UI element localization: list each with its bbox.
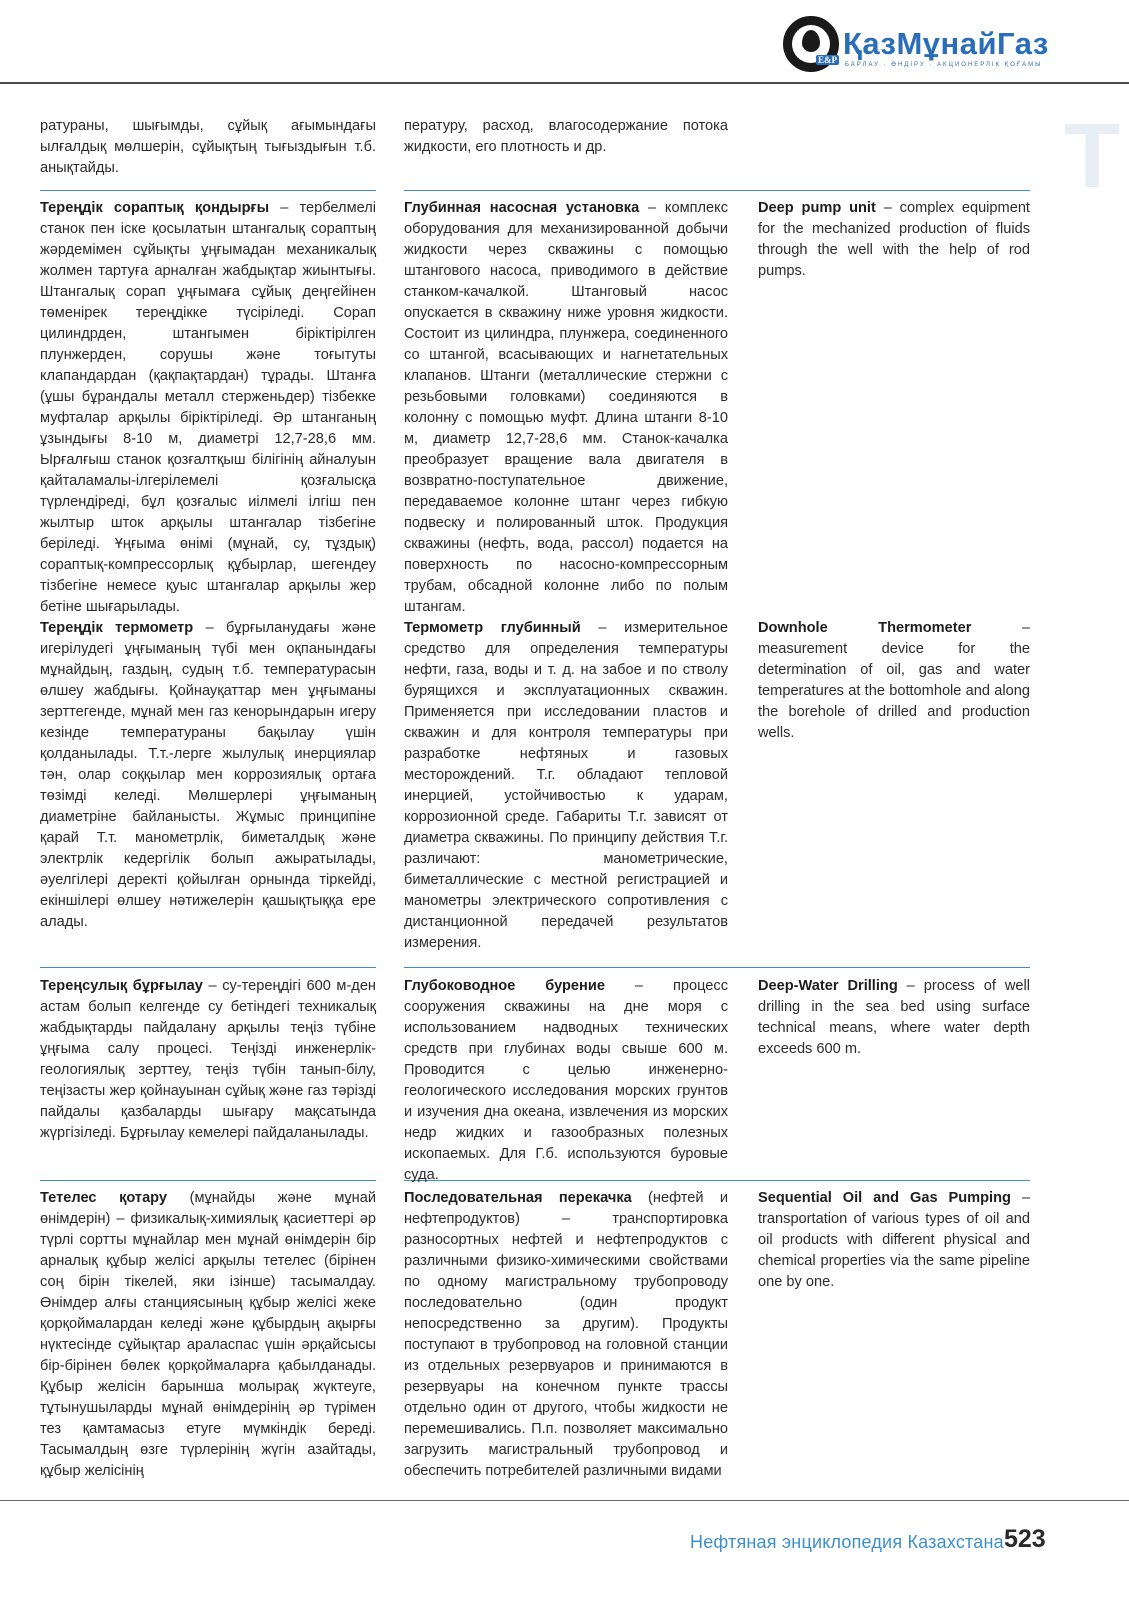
entry-text: – тербелмелі станок пен іске қосылатын штангалық сораптың жәрдемімен сұйықты ұңғымадан механикалық жолмен тартуға арналған жабдықтар жиынтығы. Штангалық сорап ұңғымаға сұйық деңгейінен төменірек тереңдікке түсіріледі. Сорап цилиндрден, штангымен біріктірілген плунжерден, сорушы және тоғытуты клапандардан (қақпақтардан) тұрады. Штанға (ұшы бұрандалы металл стерженьдер) тізбекке муфталар арқылы біріктіріледі. Әр штанганың ұзындығы 8-10 м, диаметрі 12,7-28,6 мм. Ырғалғыш станок қозғалтқыш білігінің айналуын қайталамалы-ілгерілемелі қозғалысқа түрлендіреді, бұл қозғалыс иілмелі ілгіш пен жылтыр шток арқылы штангалар тізбегіне беріледі. Ұңғыма өнімі (мұнай, су, тұздық) сораптық-компрессорлық құбырлар, шегендеу тізбегіне немесе қуыс штангалар арқылы жер бетіне шығарылады.: [40, 200, 377, 615]
entry-text: – комплекс оборудования для механизированной добычи жидкости через скважины с помощью штангового насоса, приводимого в действие станком-качалкой. Штанговый насос опускается в скважину ниже уровня жидкости. Состоит из цилиндра, плунжера, соединенного со штангой, всасывающих и нагнетательных клапанов. Штанги (металлические стержни с резьбовыми головками) соединяются в колонну с помощью муфт. Длина штанги 8-10 м, диаметр 12,7-28,6 мм. Станок-качалка преобразует вращение вала двигателя в возвратно-поступательное движение, передаваемое колонне штанг через гибкую подвеску и полированный шток. Продукция скважины (нефть, вода, рассол) подается на поверхность по насосно-компрессорным трубам, обсадной колонне либо по полым штангам.: [404, 200, 728, 615]
logo-name: ҚазМұнайГаз: [843, 26, 1049, 61]
entry-ru: [404, 618, 728, 954]
entry-text: – process of well drilling in the sea bed using surface technical means, where water depth exceeds 600 m.: [758, 978, 1030, 1057]
logo-sub-label: E&P: [818, 55, 837, 65]
entry-term: Sequential Oil and Gas Pumping: [758, 1190, 1011, 1206]
entry-en: [758, 1188, 1030, 1293]
entry-term: Глубоководное бурение: [404, 978, 605, 994]
section-rule: [404, 190, 1030, 191]
entry-ru: [404, 1188, 728, 1482]
entry-text: – transportation of various types of oil and oil products with different physical and chemical properties via the same pipeline one by one.: [758, 1190, 1031, 1290]
footer-divider: [0, 1500, 1129, 1501]
logo-tagline: БАРЛАУ · ӨНДІРУ · АКЦИОНЕРЛІК ҚОҒАМЫ: [845, 62, 1043, 68]
section-rule: [40, 967, 376, 968]
section-rule: [40, 190, 376, 191]
entry-text: – бұрғыланудағы және игерілудегі ұңғыманың түбі мен оқпанындағы мұнайдың, газдың, судың т.б. температурасын өлшеу жабдығы. Қойнауқаттар мен ұңғыманы зерттегенде, мұнай мен газ кенорындарын игеру кезінде температураны бақылау үшін қолданылады. Т.т.-лерге жылулық инерциялар тән, олар соққылар мен коррозиялық ортаға төзімді келеді. Мөлшерлері ұңғыманың диаметріне байланысты. Жұмыс принципіне қарай Т.т. манометрлік, биметалдық және электрлік кедергілік болып ажыратылады, әуелгілері деректі қойылған орнында тіркейді, екіншілері өлшеу нәтижелерін қашықтыққа ере алады.: [40, 620, 376, 930]
entry-text: – су-тереңдігі 600 м-ден астам болып келгенде су бетіндегі техникалық жабдықтарды пайдалану арқылы теңіз түбіне ұңғыма салу процесі. Теңізді инженерлік-геологиялық зерттеу, теңіз түбін танып-білу, теңізасты жер қойнауынан сұйық және газ тәрізді пайдалы қазбаларды шығару мақсатында жүргізіледі. Бұрғылау кемелері пайдаланылады.: [40, 978, 376, 1141]
intro-ru: [404, 116, 728, 158]
entry-en: [758, 618, 1030, 744]
section-rule: [40, 1180, 376, 1181]
entry-kz: [40, 198, 376, 618]
entry-term: Deep-Water Drilling: [758, 978, 898, 994]
entry-term: Глубинная насосная установка: [404, 200, 640, 216]
section-rule: [404, 967, 1030, 968]
entry-term: Тетелес қотару: [40, 1190, 168, 1206]
drop-emblem-icon: [783, 16, 839, 72]
entry-en: [758, 976, 1030, 1060]
entry-text: (мұнайды және мұнай өнімдерін) – физикалық-химиялық қасиеттері әр түрлі сортты мұнайлар мен мұнай өнімдерін бір арналық құбыр желісі арқылы тетелес (бірінен соң бірін тікелей, яки ізінше) тасымалдау. Өнімдер алғы станциясының құбыр желісі жеке қорқоймалардан келеді және құбырдың ақырғы нүктесінде сұйықтар араласпас үшін әрқайсысы бір-бірінен бөлек қорқоймаларға қабылданады. Құбыр желісін барынша молырақ жүктеуге, тұтынушыларды мұнай өнімдерінің әр түрімен тез қамтамасыз етуге мүмкіндік береді. Тасымалдың өзге түрлерінің жүгін азайтады, құбыр желісінің: [40, 1190, 376, 1479]
entry-term: Тереңдік термометр: [40, 620, 194, 636]
entry-text: (нефтей и нефтепродуктов) – транспортировка разносортных нефтей и нефтепродуктов с различными физико-химическими свойствами по одному магистральному трубопроводу последовательно (один продукт непосредственно за другим). Продукты поступают в трубопровод на головной станции из отдельных резервуаров и принимаются в резервуары на конечном пункте трассы отдельно один от другого, чтобы жидкости не перемешивались. П.п. позволяет максимально загрузить магистральный трубопровод и обеспечить потребителей различными видами: [404, 1190, 728, 1479]
entry-ru: [404, 976, 728, 1186]
entry-text: – измерительное средство для определения температуры нефти, газа, воды и т. д. на забое и по стволу бурящихся и эксплуатационных скважин. Применяется при исследовании пластов и скважин и для контроля температуры при разработке нефтяных и газовых месторождений. Т.г. обладают тепловой инерцией, устойчивостью к ударам, коррозионной среде. Габариты Т.г. зависят от диаметра скважины. По принципу действия Т.г. различают: манометрические, биметаллические с местной регистрацией и манометры электрического сопротивления с дистанционной передачей результатов измерения.: [404, 620, 728, 951]
entry-term: Downhole Thermometer: [758, 620, 972, 636]
intro-kz-text: ратураны, шығымды, сұйық ағымындағы ылғалдық мөлшерін, сұйықтың тығыздығын т.б. анықтайды.: [40, 118, 376, 176]
entry-term: Последовательная перекачка: [404, 1190, 632, 1206]
entry-text: – complex equipment for the mechanized production of fluids through the well with the help of rod pumps.: [758, 200, 1030, 279]
entry-term: Тереңдік сораптық қондырғы: [40, 200, 270, 216]
entry-text: – процесс сооружения скважины на дне моря с использованием надводных технических средств при глубинах воды свыше 600 м. Проводится с целью инженерно-геологического исследования морских грунтов и изучения дна океана, извлечения из морских недр жидких и газообразных полезных ископаемых. Для Г.б. используются буровые суда.: [404, 978, 728, 1183]
entry-text: – measurement device for the determination of oil, gas and water temperatures at the bottomhole and along the borehole of drilled and production wells.: [758, 620, 1030, 741]
entry-term: Термометр глубинный: [404, 620, 581, 636]
intro-ru-text: пературу, расход, влагосодержание потока жидкости, его плотность и др.: [404, 118, 728, 155]
page-number: 523: [1004, 1525, 1046, 1553]
entry-kz: [40, 976, 376, 1144]
footer-title: Нефтяная энциклопедия Казахстана: [690, 1532, 1004, 1552]
header-divider: [0, 82, 1129, 84]
entry-term: Deep pump unit: [758, 200, 876, 216]
intro-kz: [40, 116, 376, 179]
entry-en: [758, 198, 1030, 282]
entry-ru: [404, 198, 728, 618]
kazmunaigaz-logo: [783, 14, 1083, 78]
entry-kz: [40, 618, 376, 933]
entry-kz: [40, 1188, 376, 1482]
section-letter-marker: Т: [1064, 105, 1121, 207]
entry-term: Тереңсулық бұрғылау: [40, 978, 203, 994]
